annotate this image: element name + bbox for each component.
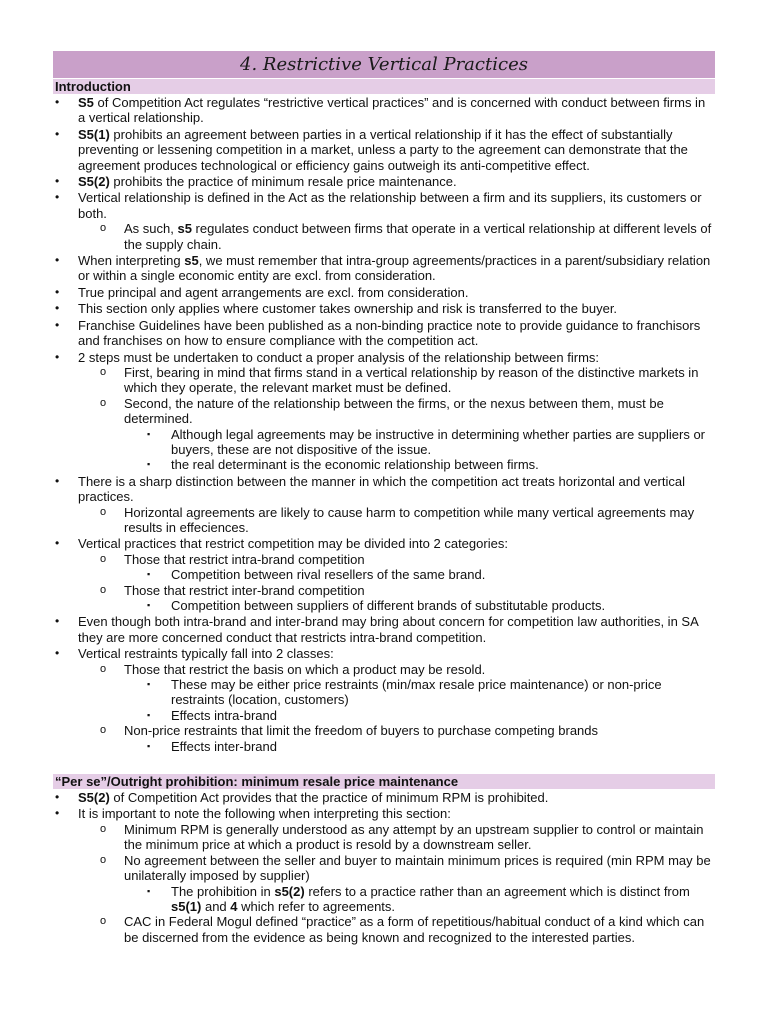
bullet-marker-icon: •: [55, 349, 60, 364]
item-text: These may be either price restraints (min/max resale price maintenance) or non-price restraints (location, customers): [171, 677, 662, 708]
list-item: [53, 677, 715, 708]
item-text: and: [201, 898, 231, 914]
item-text: Minimum RPM is generally understood as any attempt by an upstream supplier to control or maintain the minimum price at which a product is resold by a downstream seller.: [124, 821, 704, 853]
item-text: prohibits the practice of minimum resale price maintenance.: [109, 174, 457, 190]
bullet-marker-icon: o: [100, 724, 107, 737]
bullet-marker-icon: o: [100, 822, 107, 835]
item-text: of Competition Act provides that the practice of minimum RPM is prohibited.: [109, 790, 549, 806]
item-text: 2 steps must be undertaken to conduct a proper analysis of the relationship between firms:: [78, 349, 600, 365]
item-text: CAC in Federal Mogul defined “practice” as a form of repetitious/habitual conduct of a kind which can be discerned from the evidence as being known and recognized to the interested parties.: [124, 914, 705, 945]
bullet-marker-icon: o: [100, 365, 107, 378]
bullet-marker-icon: •: [55, 253, 60, 268]
list-item: [53, 174, 715, 189]
section-reference: S5(1): [78, 126, 110, 142]
item-text: the real determinant is the economic relationship between firms.: [171, 457, 539, 473]
bullet-marker-icon: •: [55, 95, 60, 109]
list-item: [53, 806, 715, 821]
item-text: Vertical practices that restrict competition may be divided into 2 categories:: [78, 536, 508, 552]
list-item: [53, 427, 715, 458]
item-text: It is important to note the following when interpreting this section:: [78, 806, 451, 822]
item-text: Franchise Guidelines have been published as a non-binding practice note to provide guidance to franchisors and franchises on how to ensure compliance with the competition act.: [78, 317, 701, 349]
bullet-marker-icon: •: [55, 646, 60, 661]
bullet-marker-icon: o: [100, 222, 107, 235]
list-item: [53, 365, 715, 396]
item-text: Horizontal agreements are likely to cause harm to competition while many vertical agreements may results in effeciences.: [124, 504, 695, 535]
bullet-marker-icon: o: [100, 505, 107, 518]
item-text: Even though both intra-brand and inter-brand may bring about concern for competition law authorities, in SA they are more concerned conduct that restricts intra-brand competition.: [78, 614, 699, 645]
item-text: Competition between rival resellers of the same brand.: [171, 567, 486, 583]
bullet-marker-icon: •: [55, 284, 60, 299]
list-item: [53, 598, 715, 613]
item-text: Those that restrict the basis on which a product may be resold.: [124, 661, 486, 677]
list-item: [53, 536, 715, 551]
bullet-marker-icon: •: [55, 790, 60, 805]
section-reference: S5: [78, 95, 94, 110]
section-reference: s5: [184, 253, 199, 269]
bullet-marker-icon: •: [55, 806, 60, 821]
bullet-marker-icon: o: [100, 915, 107, 928]
item-text: Effects inter-brand: [171, 738, 277, 754]
item-text: which refer to agreements.: [237, 898, 396, 914]
item-text: of Competition Act regulates “restrictive vertical practices” and is concerned with conduct between firms in a vertical relationship.: [78, 95, 706, 126]
bullet-list: [53, 95, 715, 754]
list-item: [53, 301, 715, 316]
list-item: [53, 708, 715, 723]
bullet-marker-icon: •: [55, 614, 60, 629]
item-text: There is a sharp distinction between the manner in which the competition act treats horizontal and vertical practices.: [78, 473, 685, 505]
bullet-marker-icon: •: [55, 126, 60, 141]
list-item: [53, 723, 715, 738]
item-text: This section only applies where customer takes ownership and risk is transferred to the buyer.: [78, 301, 618, 317]
bullet-marker-icon: •: [55, 301, 60, 316]
item-text: Those that restrict inter-brand competition: [124, 582, 365, 598]
list-item: [53, 822, 715, 853]
bullet-marker-icon: ▪: [147, 459, 151, 470]
section-reference: 4: [230, 898, 238, 914]
bullet-marker-icon: o: [100, 396, 107, 409]
bullet-marker-icon: •: [55, 174, 60, 189]
list-item: [53, 127, 715, 173]
list-item: [53, 318, 715, 349]
item-text: First, bearing in mind that firms stand in a vertical relationship by reason of the distinctive markets in which they operate, the relevant market must be defined.: [124, 364, 699, 396]
list-item: [53, 221, 715, 252]
item-text: Competition between suppliers of different brands of substitutable products.: [171, 598, 606, 613]
item-text: Although legal agreements may be instructive in determining whether parties are suppliers or buyers, these are not dispositive of the issue.: [171, 426, 706, 457]
list-item: [53, 914, 715, 945]
list-item: [53, 253, 715, 284]
list-item: [53, 614, 715, 645]
item-text: Those that restrict intra-brand competition: [124, 551, 365, 567]
bullet-marker-icon: •: [55, 473, 60, 488]
item-text: Second, the nature of the relationship between the firms, or the nexus between them, must be determined.: [124, 395, 664, 427]
document-page: [53, 51, 715, 945]
list-item: [53, 285, 715, 300]
section-reference: s5(2): [274, 883, 305, 899]
item-text: refers to a practice rather than an agreement which is distinct from: [304, 883, 690, 899]
item-text: No agreement between the seller and buyer to maintain minimum prices is required (min RPM may be unilaterally imposed by supplier): [124, 852, 711, 884]
bullet-marker-icon: ▪: [147, 740, 151, 751]
item-text: As such,: [124, 221, 178, 237]
list-item: [53, 95, 715, 126]
item-text: True principal and agent arrangements are excl. from consideration.: [78, 284, 469, 300]
list-item: [53, 190, 715, 221]
bullet-marker-icon: ▪: [147, 679, 151, 690]
item-text: Effects intra-brand: [171, 707, 277, 723]
list-item: [53, 646, 715, 661]
list-item: [53, 583, 715, 598]
item-text: Vertical restraints typically fall into 2 classes:: [78, 646, 334, 662]
bullet-marker-icon: •: [55, 190, 60, 205]
item-text: The prohibition in: [171, 883, 275, 899]
bullet-marker-icon: ▪: [147, 428, 151, 439]
list-item: [53, 350, 715, 365]
list-item: [53, 739, 715, 754]
list-item: [53, 396, 715, 427]
item-text: regulates conduct between firms that operate in a vertical relationship at different levels of the supply chain.: [124, 221, 712, 252]
bullet-marker-icon: o: [100, 662, 107, 675]
bullet-marker-icon: o: [100, 853, 107, 866]
section-reference: s5(1): [171, 898, 202, 914]
list-item: [53, 457, 715, 472]
page-title: 4. Restrictive Vertical Practices: [53, 51, 715, 78]
section-reference: S5(2): [78, 174, 110, 190]
section-reference: S5(2): [78, 790, 110, 806]
list-item: [53, 505, 715, 536]
item-text: Vertical relationship is defined in the Act as the relationship between a firm and its suppliers, its customers or both.: [78, 190, 702, 221]
list-item: [53, 567, 715, 582]
bullet-marker-icon: o: [100, 552, 107, 565]
bullet-marker-icon: •: [55, 536, 60, 551]
document-body: [53, 79, 715, 945]
section-reference: s5: [177, 221, 192, 237]
bullet-marker-icon: o: [100, 583, 107, 596]
list-item: [53, 853, 715, 884]
bullet-marker-icon: ▪: [147, 600, 151, 610]
item-text: , we must remember that intra-group agreements/practices in a parent/subsidiary relation or within a single economic entity are excl. from consideration.: [78, 253, 711, 284]
bullet-marker-icon: ▪: [147, 885, 151, 896]
item-text: prohibits an agreement between parties in a vertical relationship if it has the effect of substantially preventing or lessening competition in a market, unless a party to the agreement can demonstrate that the agreement produces technological or efficiency gains outweigh its anti-competitive effect.: [78, 126, 688, 173]
list-item: [53, 662, 715, 677]
item-text: Non-price restraints that limit the freedom of buyers to purchase competing brands: [124, 723, 599, 739]
bullet-list: [53, 790, 715, 945]
section-heading: Introduction: [53, 79, 715, 94]
bullet-marker-icon: ▪: [147, 709, 151, 720]
section-heading: “Per se”/Outright prohibition: minimum resale price maintenance: [53, 774, 715, 789]
list-item: [53, 474, 715, 505]
item-text: When interpreting: [78, 253, 185, 269]
bullet-marker-icon: •: [55, 317, 60, 332]
list-item: [53, 552, 715, 567]
list-item: [53, 884, 715, 915]
list-item: [53, 790, 715, 805]
bullet-marker-icon: ▪: [147, 569, 151, 580]
